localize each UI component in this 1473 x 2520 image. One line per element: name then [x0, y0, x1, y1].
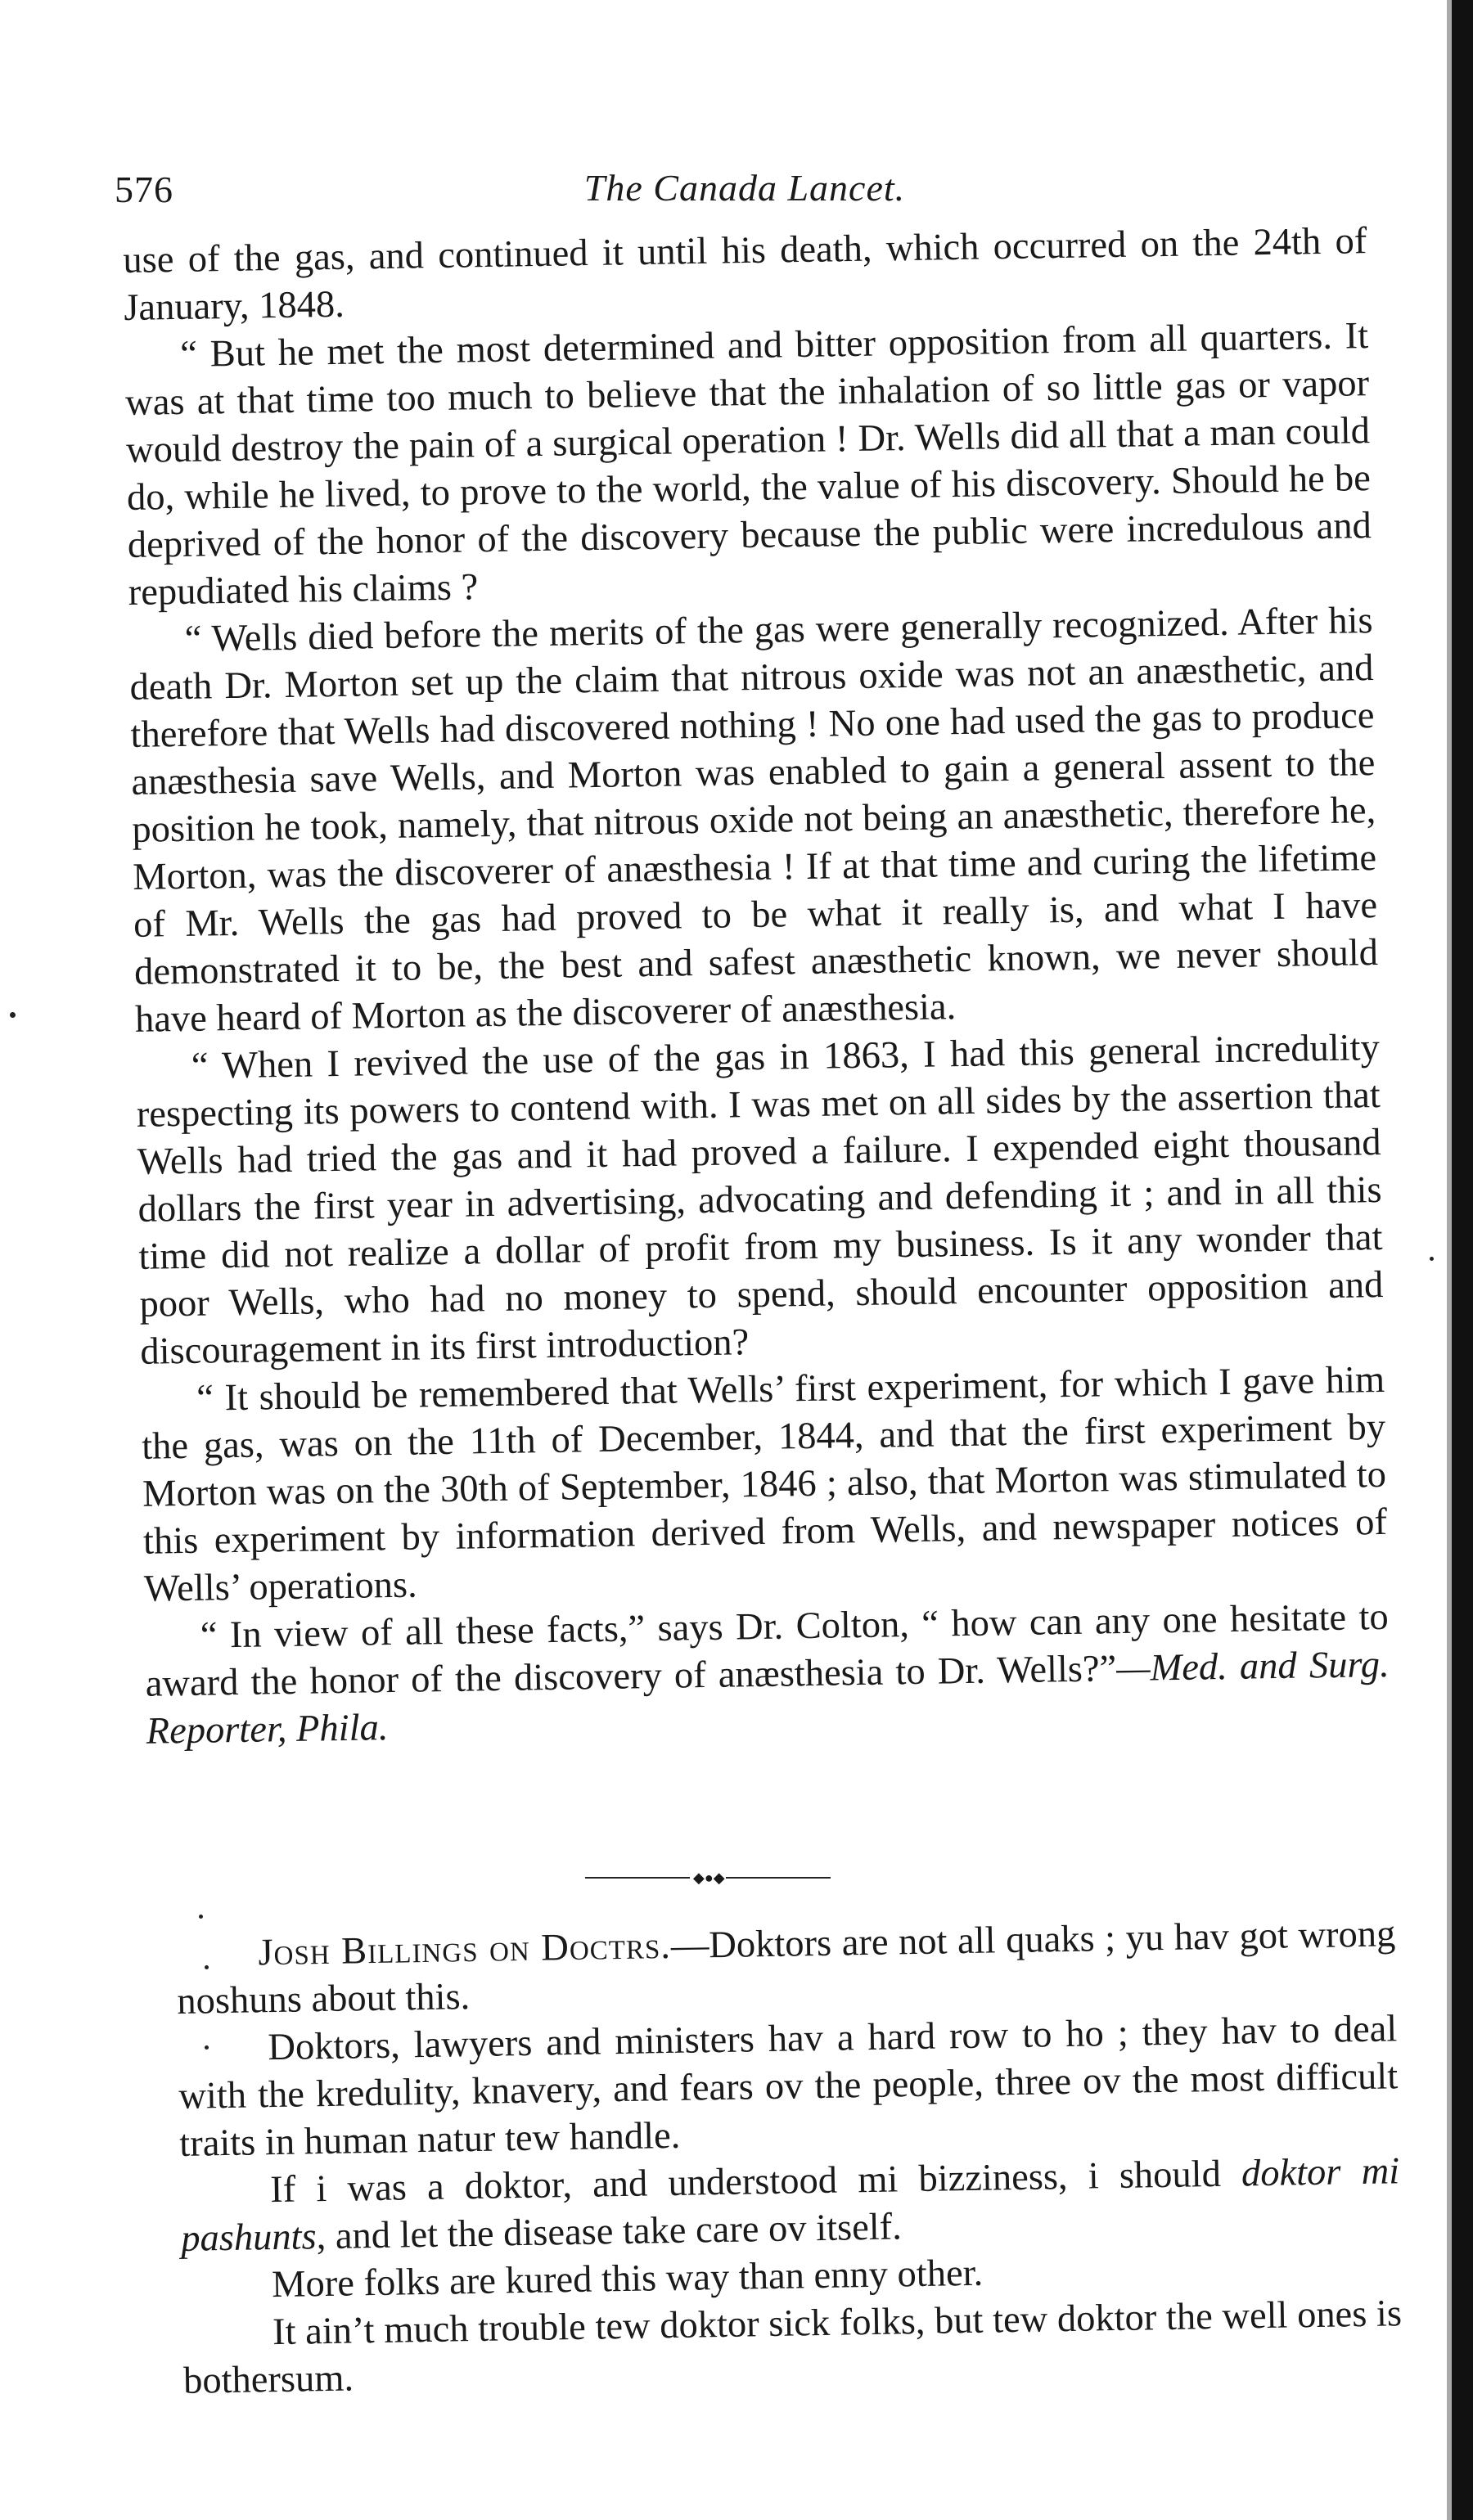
second-article [176, 1910, 1403, 2405]
paragraph: “ When I revived the use of the gas in 1863, I had this general incredulity respecting its powers to contend with. I was met on all sides by the assertion that Wells had tried the gas and it had proved a failure. I expended eight thousand dollars the first year in advertising, advocating and defending it ; and in all this time did not realize a dollar of profit from my business. Is it any wonder that poor Wells, who had no money to spend, should encounter opposition and discouragement in its first introduction? [136, 1027, 1384, 1373]
article-heading: Josh Billings on Doctrs. [258, 1924, 672, 1974]
paragraph-text: “ In view of all these facts,” says Dr. Colton, “ how can any one hesitate to award the honor of the discovery of anæsthesia to Dr. Wells?” [145, 1595, 1390, 1705]
citation: —Med. and Surg. Reporter, Phila. [146, 1643, 1390, 1753]
stray-mark [199, 1915, 203, 1919]
running-title: The Canada Lancet. [583, 167, 906, 209]
stray-mark [10, 1012, 16, 1018]
divider-line [726, 1877, 831, 1879]
ornament-icon: ◆●◆ [693, 1870, 725, 1886]
paragraph: It ain’t much trouble tew doktor sick folks, but tew doktor the well ones is bothersum. [182, 2293, 1403, 2402]
paragraph-text: If i was a doktor, and understood mi bizziness, i should [269, 2153, 1242, 2212]
section-divider [585, 1870, 831, 1886]
paragraph-text: , and let the disease take care ov itself. [316, 2206, 903, 2258]
paragraph: More folks are kured this way than enny other. [271, 2252, 984, 2306]
paragraph: Doktors, lawyers and ministers hav a hard row to ho ; they hav to deal with the kredulity, knavery, and fears ov the people, three ov the most difficult traits in human natur tew handle. [178, 2008, 1399, 2165]
stray-mark [1430, 1257, 1434, 1261]
paragraph: use of the gas, and continued it until his death, which occurred on the 24th of January, 1848. [123, 220, 1367, 329]
divider-line [585, 1877, 690, 1879]
page-number: 576 [115, 169, 173, 210]
italic-phrase: doktor mi pashunts [180, 2150, 1400, 2260]
paragraph-with-citation [144, 1594, 1390, 1756]
page-header [115, 168, 1375, 217]
scan-edge [1452, 0, 1473, 2520]
paragraph: “ But he met the most determined and bitter opposition from all quarters. It was at that time too much to believe that the inhalation of so little gas or vapor would destroy the pain of a surgical operation ! Dr. Wells did all that a man could do, while he lived, to prove to the world, the value of his discovery. Should he be deprived of the honor of the discovery because the public were incredulous and repudiated his claims ? [124, 315, 1372, 614]
article-body [123, 218, 1390, 1756]
paragraph-text: —Doktors are not all quaks ; yu hav got wrong noshuns about this. [177, 1913, 1396, 2023]
paragraph: “ Wells died before the merits of the gas were generally recognized. After his death Dr. Morton set up the claim that nitrous oxide was not an anæsthetic, and therefore that Wells had discovered nothing ! No one had used the gas to produce anæsthesia save Wells, and Morton was enabled to gain a general assent to the position he took, namely, that nitrous oxide not being an anæsthetic, therefore he, Morton, was the discoverer of anæsthesia ! If at that time and curing the lifetime of Mr. Wells the gas had proved to be what it really is, and what I have demonstrated it to be, the best and safest anæsthetic known, we never should have heard of Morton as the discoverer of anæsthesia. [129, 600, 1379, 1041]
paragraph: “ It should be remembered that Wells’ first experiment, for which I gave him the gas, was on the 11th of December, 1844, and that the first experiment by Morton was on the 30th of September, 1846 ; also, that Morton was stimulated to this experiment by information derived from Wells, and newspaper notices of Wells’ operations. [141, 1358, 1388, 1610]
